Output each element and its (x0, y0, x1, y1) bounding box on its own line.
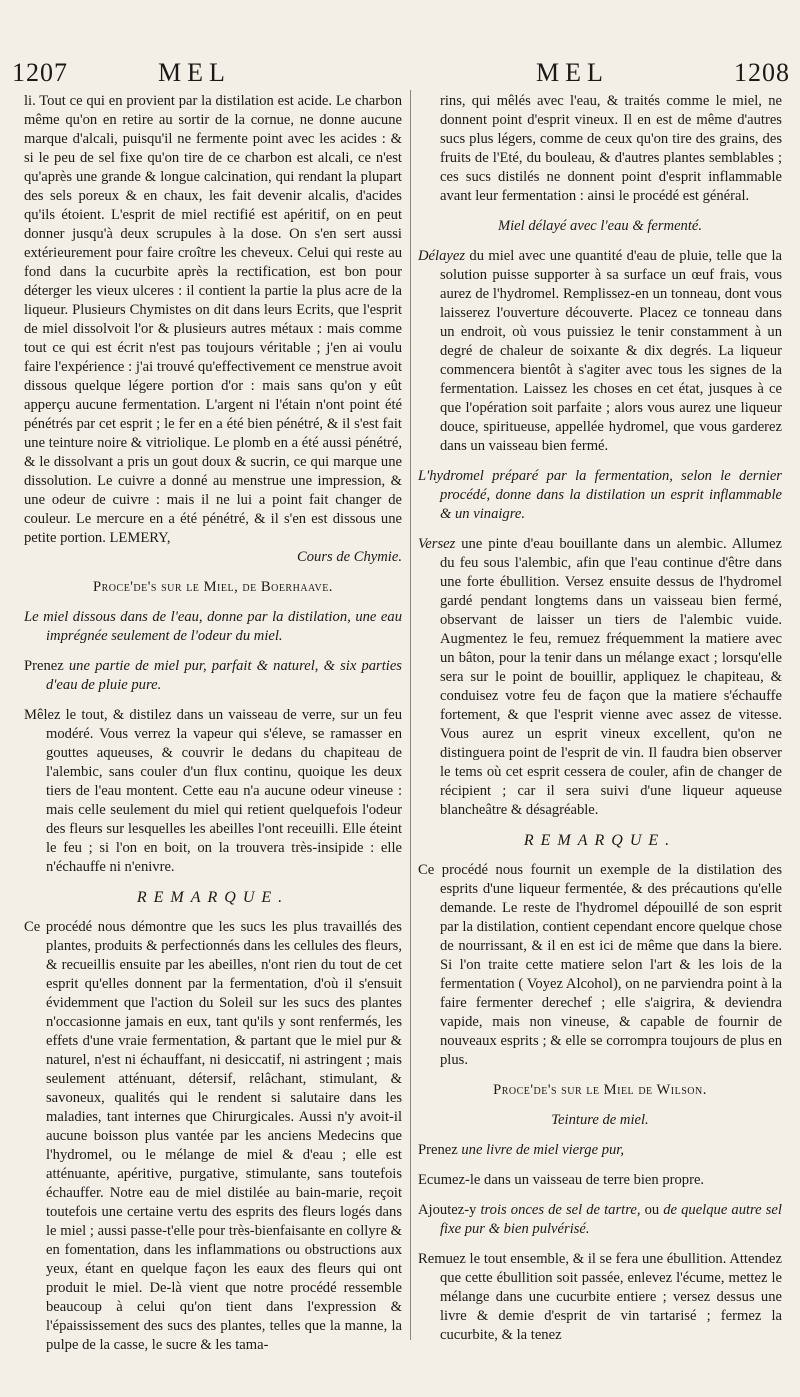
paragraph: rins, qui mêlés avec l'eau, & traités comme le miel, ne donnent point d'esprit vineux. Il en est de même d'autres sucs plus légers, comme de ceux qu'on tire des grains, des fruits de l'Eté, du bouleau, & d'autres plantes semblables ; ces sucs distilés ne donnent point d'esprit inflammable avant leur fermentation : ainsi le procédé est général. (440, 93, 782, 204)
page-header (0, 58, 800, 92)
instruction-paragraph (418, 535, 782, 820)
paragraph: Remuez le tout ensemble, & il se fera une ébullition. Attendez que cette ébullition soit passée, enlevez l'écume, mettez le mélange dans une cucurbite entiere ; versez dessus une livre & demie d'esprit de vin tartarisé ; fermez la cucurbite, & la tenez (418, 1251, 782, 1343)
instruction-text: trois onces de sel de tartre, (480, 1202, 641, 1218)
signature: Cours de Chymie. (297, 549, 402, 565)
paragraph: Ce procédé nous démontre que les sucs les plus travaillés des plantes, produits & perfectionnés dans les cellules des fleurs, & recueillis ensuite par les abeilles, n'ont rien du tout de cet esprit qu'elles donnent par la fermentation, d'où il s'ensuit évidemment que l'action du Soleil sur les sucs des plantes n'occasionne jamais en eux, tant qu'ils y sont renfermés, les effets d'une vraie fermentation, & partant que le miel pur & naturel, n'est ni échauffant, ni desiccatif, ni astringent ; mais seulement atténuant, détersif, relâchant, stimulant, & savoneux, qualités qui le rendent si salutaire dans les maladies, tant internes que Chirurgicales. Aussi n'y avoit-il aucune boisson plus vantée par les anciens Medecins que l'hydromel, ou le mélange de miel & d'eau ; elle est atténuante, apéritive, purgative, stimulante, sans toutefois échauffer. Notre eau de miel distilée au bain-marie, reçoit toutefois une certaine vertu des esprits des fleurs logés dans le miel ; aussi passe-t'elle pour très-bienfaisante en collyre & en fomentation, dans les inflammations ou obstructions aux yeux, étant en quelque façon les eaux des fleurs qui ont produit le miel. De-là vient que notre procédé ressemble beaucoup à celui qu'on tient dans l'expression & l'épaississement des sucs des plantes, telles que la manne, la pulpe de la casse, le sucre & les tama- (24, 919, 402, 1353)
subheading: Teinture de miel. (551, 1112, 649, 1128)
instruction-paragraph (24, 657, 402, 695)
instruction-paragraph (418, 247, 782, 456)
left-page-number: 1207 (12, 58, 68, 87)
remarque-heading: REMARQUE. (136, 889, 290, 906)
instruction-verb: Versez (418, 536, 456, 552)
left-running-title: MEL (158, 58, 231, 87)
instruction-paragraph (418, 1201, 782, 1239)
remarque-heading: REMARQUE. (523, 832, 677, 849)
section-heading: Miel délayé avec l'eau & fermenté. (497, 218, 703, 234)
instruction-verb: Ajoutez-y (418, 1202, 477, 1218)
paragraph: Ce procédé nous fournit un exemple de la distilation des esprits d'une liqueur fermentée, & des précautions qu'elle demande. Le reste de l'hydromel dépouillé de son esprit par la distilation, contient cependant encore quelque chose de nourrissant, & il en est ici de même que dans la biere. Si l'on traite cette matiere selon l'art & les lois de la fermentation ( Voyez Alcohol), on ne parviendra point à la faire fermenter derechef ; elle s'aigrira, & deviendra vapide, mais non vineuse, & capable de fournir de nouveaux esprits ; & elle se corrompra toujours de plus en plus. (418, 862, 782, 1068)
instruction-verb: Prenez (24, 658, 64, 674)
left-column (24, 92, 402, 1355)
instruction-verb: Délayez (418, 248, 466, 264)
subheading: L'hydromel préparé par la fermentation, selon le dernier procédé, donne dans la distilation un esprit inflammable & un vinaigre. (418, 468, 782, 522)
paragraph: li. Tout ce qui en provient par la distilation est acide. Le charbon même qu'on en retire au sortir de la cornue, ne donne aucune marque d'alcali, puisqu'il ne fermente point avec les acides : & si le peu de sel fixe qu'on tire de ce charbon est alcali, ce n'est qu'après une grande & longue calcination, qui rendant la plupart des sels poreux & en chaux, les fait devenir alcalis, d'acides qu'ils étoient. L'esprit de miel rectifié est apéritif, on en peut donner jusqu'à deux scrupules à la dose. On s'en sert aussi extérieurement pour faire croître les cheveux. Celui qui reste au fond dans la cucurbite après la rectification, est bon pour déterger les vieux ulceres : il contient la partie la plus acre de la liqueur. Plusieurs Chymistes on dit dans leurs Ecrits, que l'esprit de miel dissolvoit l'or & plusieurs autres métaux : mais comme tout ce qui est écrit n'est pas toujours véritable ; j'en ai voulu faire l'expérience : j'ai trouvé qu'effectivement ce menstrue avoit dissous quelque légere portion d'or : mais sans qu'on y eût apperçu aucune fermentation. L'argent ni l'étain n'ont point été pénétrés par cet esprit ; le fer en a été bien pénétré, & il s'est fait une teinture noire & vitriolique. Le plomb en a été aussi pénétré, & le dissolvant a pris un gout doux & sucrin, ce qui marque une dissolution. Le cuivre a donné au menstrue une impression, & une odeur de cuivre : mais il ne lui a point fait changer de couleur. Le mercure en a été pénétré, & il s'en est dissous une petite portion. LEMERY, (24, 93, 402, 546)
paragraph: Mêlez le tout, & distilez dans un vaisseau de verre, sur un feu modéré. Vous verrez la vapeur qui s'éleve, se ramasser en gouttes aqueuses, & couvrir le dedans du chapiteau de l'alembic, sans couler d'un flux continu, quoique les deux tiers de l'eau montent. Cette eau n'a aucune odeur vineuse : mais celle seulement du miel qui retient quelquefois l'odeur des fleurs sur lesquelles les abeilles l'ont receuilli. Elle éteint le feu ; si l'on en boit, on la trouvera très-insipide : elle n'échauffe ni n'enivre. (24, 707, 402, 875)
section-heading: Proce'de's sur le Miel, de Boerhaave. (93, 579, 333, 595)
right-page-number: 1208 (734, 58, 790, 87)
instruction-paragraph (418, 1141, 782, 1160)
column-divider (410, 90, 411, 1340)
paragraph: Ecumez-le dans un vaisseau de terre bien propre. (418, 1172, 705, 1188)
instruction-text: de quelque autre sel fixe pur & bien pulvérisé. (440, 1202, 782, 1237)
right-column (418, 92, 782, 1345)
subheading: Le miel dissous dans de l'eau, donne par la distilation, une eau imprégnée seulement de l'odeur du miel. (24, 609, 402, 644)
instruction-text: une pinte d'eau bouillante dans un alembic. Allumez du feu sous l'alembic, afin que l'eau continue d'être dans une forte ébullition. Versez ensuite dessus de l'hydromel gardé pendant longtems dans un vaisseau bien fermé, observant de laisser un tiers de l'alembic vuide. Augmentez le feu, remuez fréquemment la matiere avec un bâton, pour la tenir dans un mélange exact ; lorsqu'elle sera sur le point de bouillir, appliquez le chapiteau, & conduisez votre feu de façon que la matiere s'échauffe fortement, & que l'esprit vienne avec assez de vitesse. Vous aurez un esprit vineux excellent, qu'on ne distinguera point de l'esprit de vin. Il faudra bien observer le tems où cet esprit cessera de couler, afin de changer de récipient ; car il sera suivi d'une liqueur aqueuse blancheâtre & désagréable. (440, 536, 782, 818)
instruction-text: une partie de miel pur, parfait & naturel, & six parties d'eau de pluie pure. (46, 658, 402, 693)
instruction-conjunction: ou (644, 1202, 660, 1218)
right-running-title: MEL (536, 58, 609, 87)
section-heading: Proce'de's sur le Miel de Wilson. (493, 1082, 707, 1098)
instruction-text: du miel avec une quantité d'eau de pluie, telle que la solution puisse supporter à sa surface un œuf frais, vous aurez de l'hydromel. Remplissez-en un tonneau, dont vous laisserez l'ouverture découverte. Placez ce tonneau dans un endroit, où vous puissiez le tenir constamment à un degré de chaleur de soixante & dix degrés. La liqueur commencera bientôt à s'agiter avec tous les signes de la fermentation. Laissez les choses en cet état, jusques à ce que l'opération soit parfaite ; alors vous aurez une liqueur douce, spiritueuse, appellée hydromel, que vous garderez dans un vaisseau bien fermé. (440, 248, 782, 454)
instruction-verb: Prenez (418, 1142, 458, 1158)
instruction-text: une livre de miel vierge pur, (461, 1142, 625, 1158)
